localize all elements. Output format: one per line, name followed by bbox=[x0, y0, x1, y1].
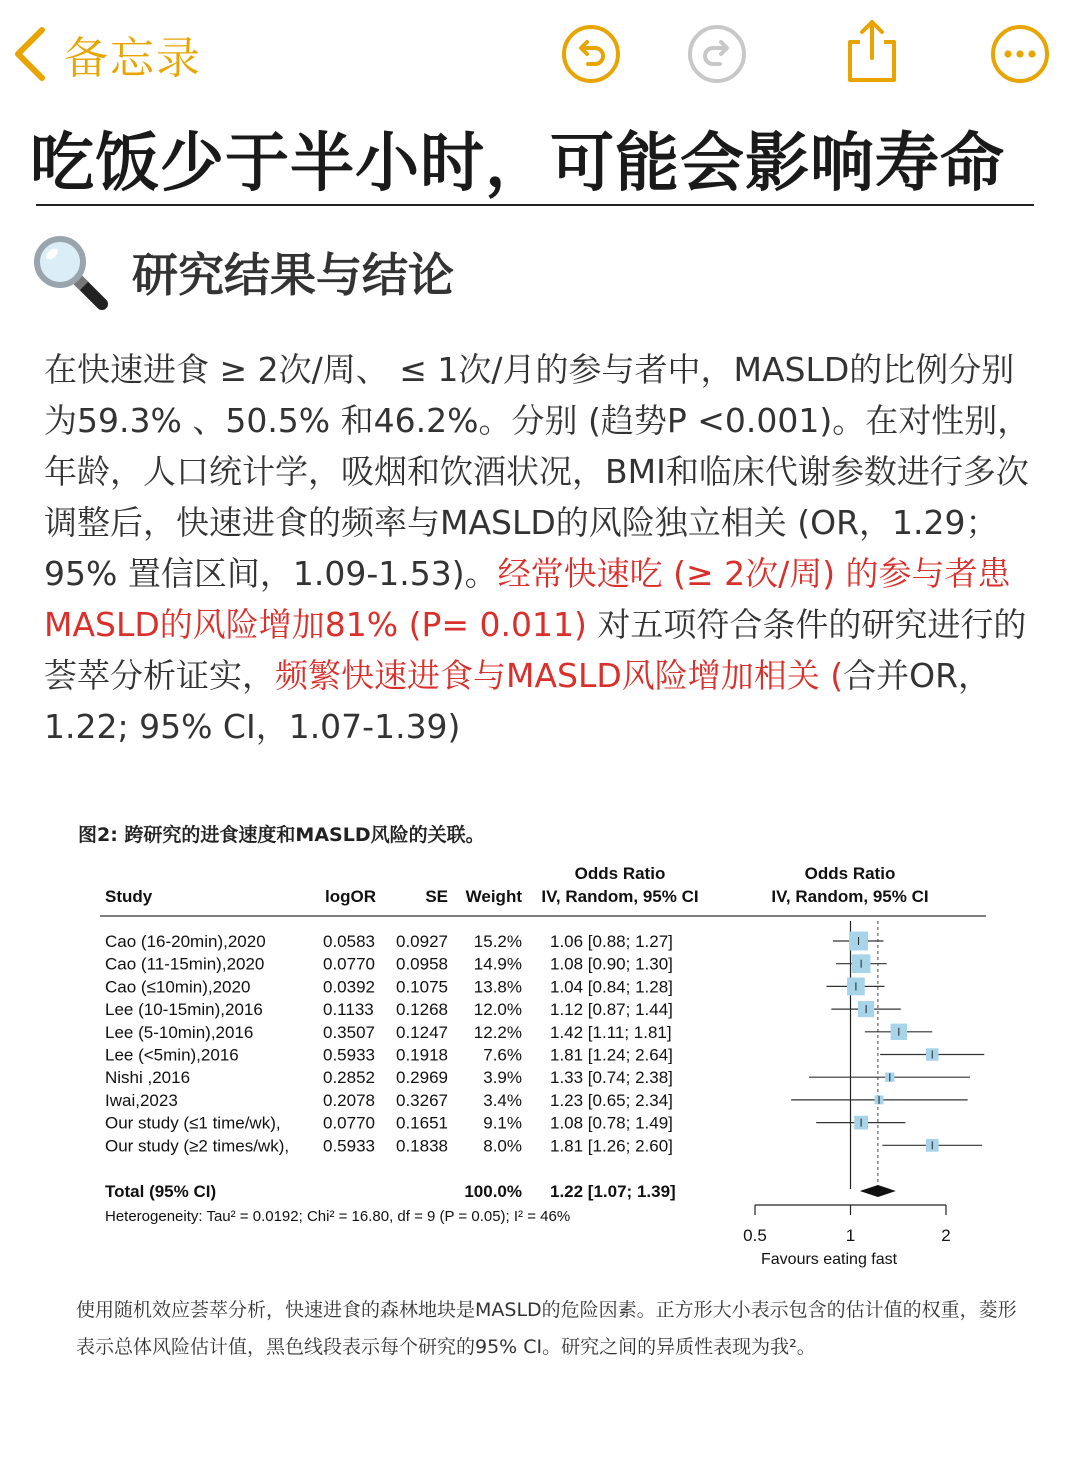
header-or-method: IV, Random, 95% CI bbox=[541, 887, 699, 906]
header-logor: logOR bbox=[325, 887, 376, 906]
paragraph-text: 在快速进食 ≥ 2次/周、 ≤ 1次/月的参与者中，MASLD的比例分别为59.3% 、50.5% 和46.2%。分别 (趋势P <0.001)。在对性别，年龄，人口统计学，吸烟和饮酒状况，BMI和临床代谢参数进行多次调整后，快速进食的频率与MASLD的风险独立相关 (OR，1.29；95% 置信区间，1.09-1.53)。 bbox=[44, 350, 1031, 593]
back-button[interactable] bbox=[12, 22, 202, 86]
study-logor: 0.3507 bbox=[323, 1022, 375, 1042]
study-ci: 1.23 [0.65; 2.34] bbox=[550, 1090, 673, 1110]
study-se: 0.1268 bbox=[396, 1000, 448, 1020]
study-se: 0.0927 bbox=[396, 932, 448, 951]
study-ci: 1.08 [0.90; 1.30] bbox=[550, 954, 673, 974]
section-heading: 研究结果与结论 bbox=[132, 248, 454, 302]
study-name: Lee (5-10min),2016 bbox=[105, 1022, 254, 1042]
study-weight: 12.0% bbox=[473, 1000, 522, 1020]
study-ci: 1.06 [0.88; 1.27] bbox=[550, 932, 673, 951]
study-logor: 0.1133 bbox=[323, 1000, 374, 1020]
nav-bar bbox=[0, 0, 1080, 110]
section-header bbox=[30, 232, 454, 312]
study-se: 0.2969 bbox=[396, 1068, 448, 1088]
study-ci: 1.42 [1.11; 1.81] bbox=[550, 1022, 672, 1042]
study-logor: 0.0583 bbox=[323, 932, 375, 951]
paragraph-text: 合并OR，1.22; 95% CI，1.07-1.39) bbox=[44, 656, 992, 746]
study-name: Lee (<5min),2016 bbox=[105, 1045, 239, 1065]
study-se: 0.0958 bbox=[396, 954, 448, 974]
back-label: 备忘录 bbox=[64, 33, 202, 84]
study-ci: 1.81 [1.26; 2.60] bbox=[550, 1136, 673, 1156]
study-weight: 3.4% bbox=[483, 1090, 522, 1110]
paragraph-text: 对五项符合条件的研究进行的荟萃分析证实， bbox=[44, 605, 1027, 695]
study-name: Iwai,2023 bbox=[105, 1090, 178, 1110]
x-tick-label: 2 bbox=[941, 1226, 951, 1245]
study-logor: 0.0392 bbox=[323, 977, 375, 997]
study-se: 0.1918 bbox=[396, 1045, 448, 1065]
study-weight: 9.1% bbox=[483, 1113, 522, 1133]
pooled-diamond bbox=[860, 1185, 896, 1197]
study-ci: 1.08 [0.78; 1.49] bbox=[550, 1113, 673, 1133]
magnifying-glass-icon bbox=[30, 232, 110, 312]
study-se: 0.1651 bbox=[396, 1113, 448, 1133]
study-name: Nishi ,2016 bbox=[105, 1068, 191, 1088]
study-weight: 13.8% bbox=[473, 977, 522, 997]
highlight-text: 频繁快速进食与MASLD风险增加相关 ( bbox=[275, 656, 844, 695]
header-or-title: Odds Ratio bbox=[574, 864, 666, 883]
figure-note: 使用随机效应荟萃分析，快速进食的森林地块是MASLD的危险因素。正方形大小表示包含的估计值的权重，菱形表示总体风险估计值，黑色线段表示每个研究的95% CI。研究之间的异质性表现为我²。 bbox=[76, 1299, 1017, 1358]
header-weight: Weight bbox=[465, 887, 522, 906]
x-tick-label: 0.5 bbox=[743, 1226, 767, 1245]
redo-icon[interactable] bbox=[687, 24, 747, 84]
study-se: 0.3267 bbox=[396, 1090, 448, 1110]
study-ci: 1.12 [0.87; 1.44] bbox=[550, 1000, 673, 1020]
forest-plot bbox=[80, 855, 1010, 1275]
study-name: Our study (≥2 times/wk), bbox=[105, 1136, 290, 1156]
study-weight: 12.2% bbox=[473, 1022, 522, 1042]
chevron-left-icon bbox=[12, 26, 46, 82]
study-logor: 0.0770 bbox=[323, 1113, 375, 1133]
header-plot-method: IV, Random, 95% CI bbox=[771, 887, 929, 906]
study-weight: 14.9% bbox=[473, 954, 522, 974]
header-study: Study bbox=[105, 887, 153, 906]
header-plot-title: Odds Ratio bbox=[804, 864, 896, 883]
title-divider bbox=[36, 204, 1034, 206]
body-paragraph bbox=[44, 344, 1044, 752]
study-name: Cao (11-15min),2020 bbox=[105, 954, 265, 974]
study-logor: 0.2078 bbox=[323, 1090, 375, 1110]
total-weight: 100.0% bbox=[464, 1182, 522, 1201]
study-weight: 15.2% bbox=[473, 932, 522, 951]
study-se: 0.1247 bbox=[396, 1022, 448, 1042]
study-logor: 0.5933 bbox=[323, 1045, 375, 1065]
total-ci: 1.22 [1.07; 1.39] bbox=[550, 1182, 676, 1201]
study-name: Cao (≤10min),2020 bbox=[105, 977, 251, 997]
study-se: 0.1075 bbox=[396, 977, 448, 997]
study-ci: 1.04 [0.84; 1.28] bbox=[550, 977, 673, 997]
total-label: Total (95% CI) bbox=[105, 1182, 217, 1201]
x-axis-label: Favours eating fast bbox=[761, 1251, 898, 1268]
study-ci: 1.33 [0.74; 2.38] bbox=[550, 1068, 673, 1088]
undo-icon[interactable] bbox=[561, 24, 621, 84]
study-se: 0.1838 bbox=[396, 1136, 448, 1156]
heterogeneity-stats: Heterogeneity: Tau² = 0.0192; Chi² = 16.80, df = 9 (P = 0.05); I² = 46% bbox=[105, 1208, 571, 1225]
study-logor: 0.5933 bbox=[323, 1136, 375, 1156]
study-ci: 1.81 [1.24; 2.64] bbox=[550, 1045, 673, 1065]
study-weight: 8.0% bbox=[483, 1136, 522, 1156]
study-weight: 7.6% bbox=[483, 1045, 522, 1065]
study-logor: 0.0770 bbox=[323, 954, 375, 974]
header-se: SE bbox=[425, 887, 448, 906]
x-tick-label: 1 bbox=[845, 1226, 856, 1245]
study-weight: 3.9% bbox=[483, 1068, 522, 1088]
figure-caption: 图2: 跨研究的进食速度和MASLD风险的关联。 bbox=[78, 824, 485, 846]
study-name: Lee (10-15min),2016 bbox=[105, 1000, 263, 1020]
study-logor: 0.2852 bbox=[323, 1068, 375, 1088]
note-title: 吃饭少于半小时，可能会影响寿命 bbox=[30, 127, 1005, 201]
highlight-text: 经常快速吃 (≥ 2次/周) 的参与者患MASLD的风险增加81% (P= 0.011) bbox=[44, 554, 1011, 644]
study-name: Cao (16-20min),2020 bbox=[105, 932, 266, 951]
study-name: Our study (≤1 time/wk), bbox=[105, 1113, 281, 1133]
share-icon[interactable] bbox=[842, 18, 902, 84]
more-icon[interactable] bbox=[990, 24, 1050, 84]
